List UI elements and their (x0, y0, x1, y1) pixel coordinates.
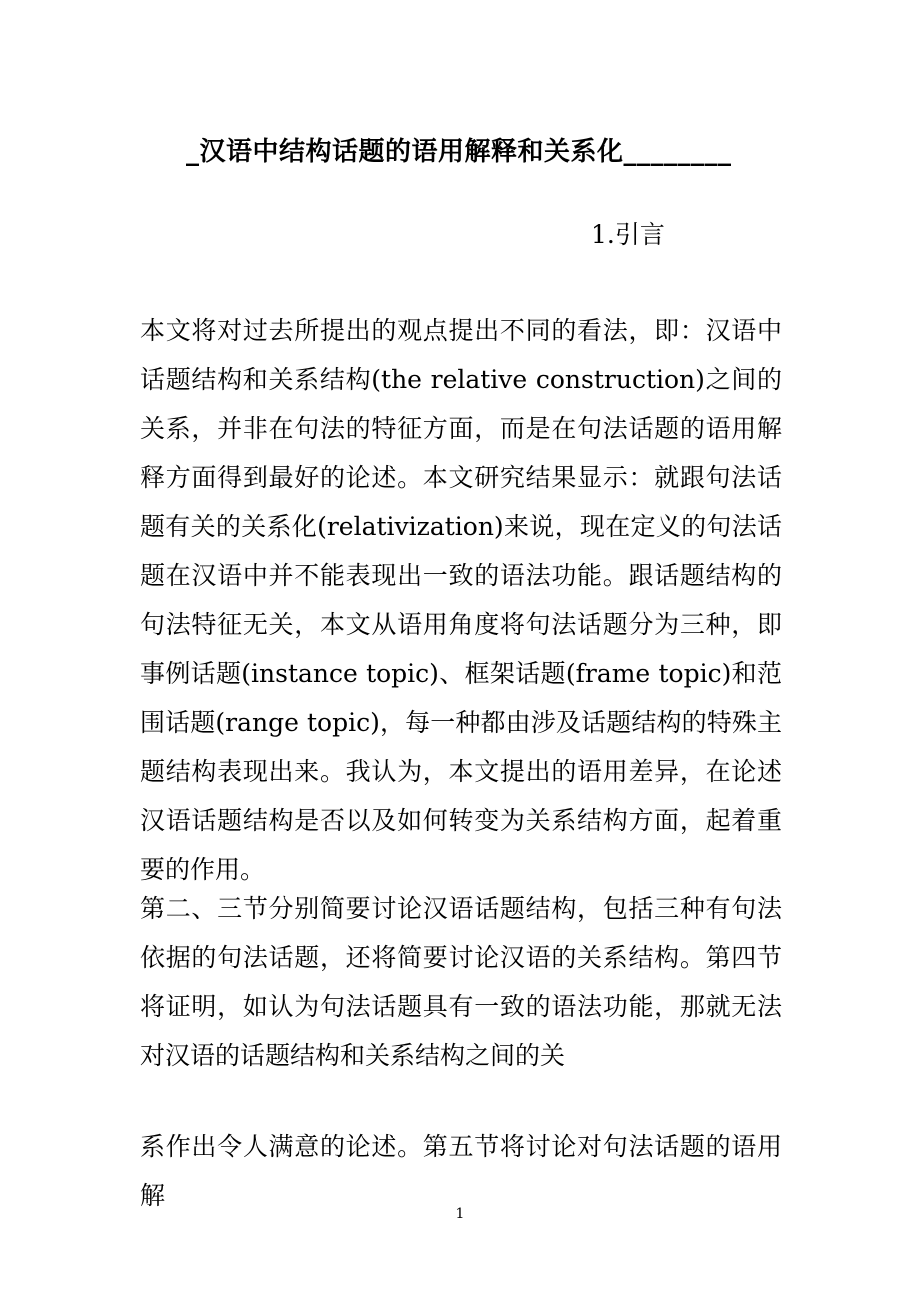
paragraph-3: 系作出令人满意的论述。第五节将讨论对句法话题的语用解 (140, 1132, 782, 1210)
document-title: _汉语中结构话题的语用解释和关系化________ (186, 137, 732, 167)
section-heading: 1.引言 (591, 220, 665, 249)
paragraph-1: 本文将对过去所提出的观点提出不同的看法，即：汉语中话题结构和关系结构(the relative construction)之间的关系，并非在句法的特征方面，而是在句法话题的语用解释方面得到最好的论述。本文研究结果显示：就跟句法话题有关的关系化(relativization)来说，现在定义的句法话题在汉语中并不能表现出一致的语法功能。跟话题结构的句法特征无关，本文从语用角度将句法话题分为三种，即事例话题(instance topic)、框架话题(frame topic)和范围话题(range topic)，每一种都由涉及话题结构的特殊主题结构表现出来。我认为，本文提出的语用差异，在论述汉语话题结构是否以及如何转变为关系结构方面，起着重要的作用。 (140, 316, 782, 884)
paragraph-2: 第二、三节分别简要讨论汉语话题结构，包括三种有句法依据的句法话题，还将简要讨论汉语的关系结构。第四节将证明，如认为句法话题具有一致的语法功能，那就无法对汉语的话题结构和关系结构之间的关 (140, 894, 782, 1070)
page-number: 1 (455, 1206, 465, 1222)
